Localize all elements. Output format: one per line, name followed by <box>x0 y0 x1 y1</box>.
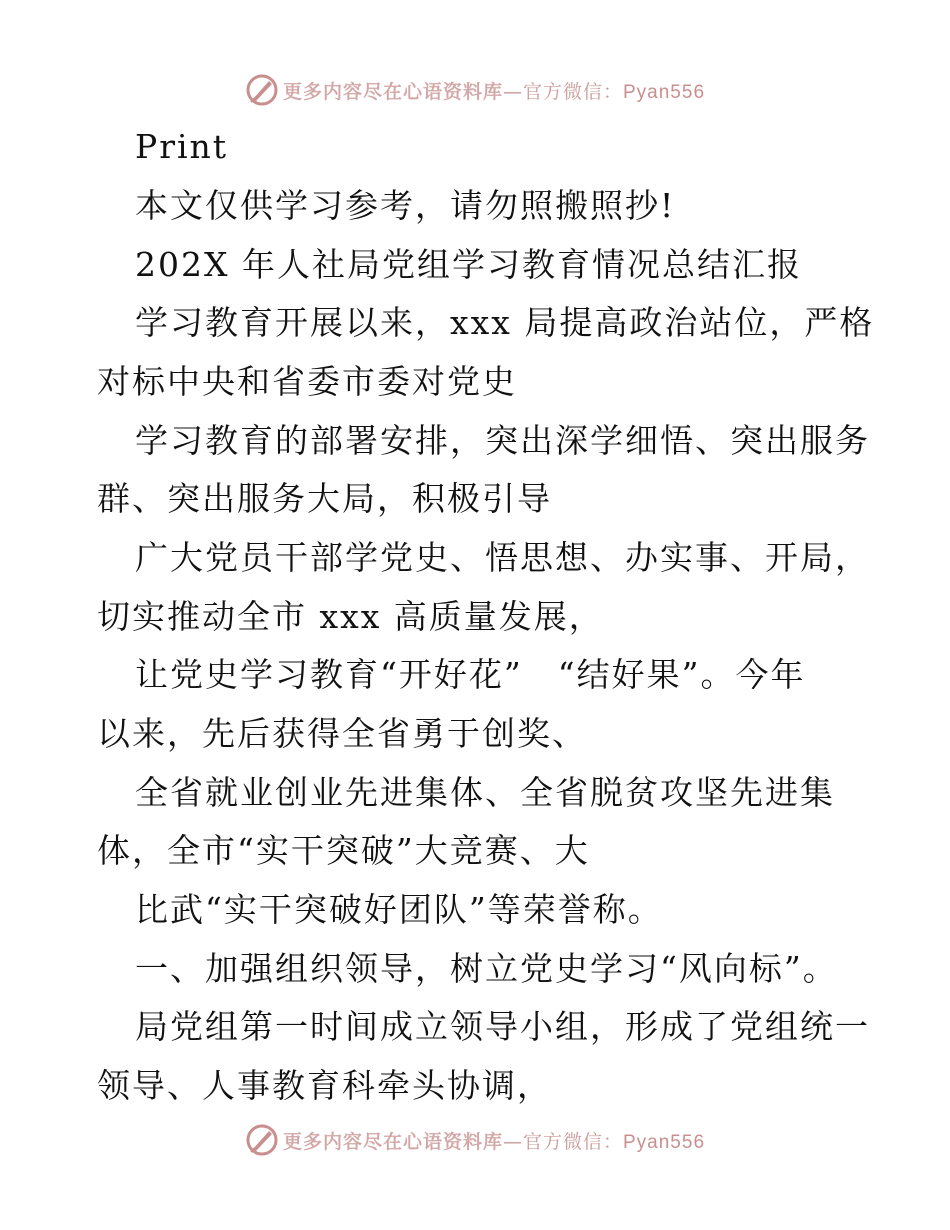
quill-logo-icon <box>245 1123 279 1157</box>
print-label: Print <box>135 127 229 166</box>
document-title: 202X 年人社局党组学习教育情况总结汇报 <box>135 245 802 284</box>
paragraph-line: 比武“实干突破好团队”等荣誉称。 <box>135 890 663 929</box>
paragraph-line: 切实推动全市 xxx 高质量发展， <box>97 597 604 636</box>
section-heading: 一、加强组织领导，树立党史学习“风向标”。 <box>135 949 838 988</box>
paragraph-line: 局党组第一时间成立领导小组，形成了党组统一 <box>135 1007 870 1046</box>
disclaimer-line: 本文仅供学习参考，请勿照搬照抄! <box>135 186 676 225</box>
paragraph-line: 以来，先后获得全省勇于创奖、 <box>97 714 587 753</box>
paragraph-line: 体，全市“实干突破”大竞赛、大 <box>97 831 590 870</box>
paragraph-line: 群、突出服务大局，积极引导 <box>97 479 552 518</box>
paragraph-line: 学习教育的部署安排，突出深学细悟、突出服务 <box>135 421 870 460</box>
footer-watermark-banner <box>0 1120 950 1160</box>
header-watermark-banner <box>0 70 950 110</box>
paragraph-line: 对标中央和省委市委对党史 <box>97 362 517 401</box>
paragraph-line: 广大党员干部学党史、悟思想、办实事、开局， <box>135 538 870 577</box>
quill-logo-icon <box>245 73 279 107</box>
watermark-text: 更多内容尽在心语资料库—官方微信：Pyan556 <box>282 1130 706 1153</box>
watermark-text: 更多内容尽在心语资料库—官方微信：Pyan556 <box>282 80 706 103</box>
paragraph-line: 学习教育开展以来，xxx 局提高政治站位，严格 <box>135 303 875 342</box>
paragraph-line: 领导、人事教育科牵头协调， <box>97 1066 552 1105</box>
paragraph-line: 让党史学习教育“开好花” “结好果”。今年 <box>135 655 806 694</box>
paragraph-line: 全省就业创业先进集体、全省脱贫攻坚先进集 <box>135 773 835 812</box>
